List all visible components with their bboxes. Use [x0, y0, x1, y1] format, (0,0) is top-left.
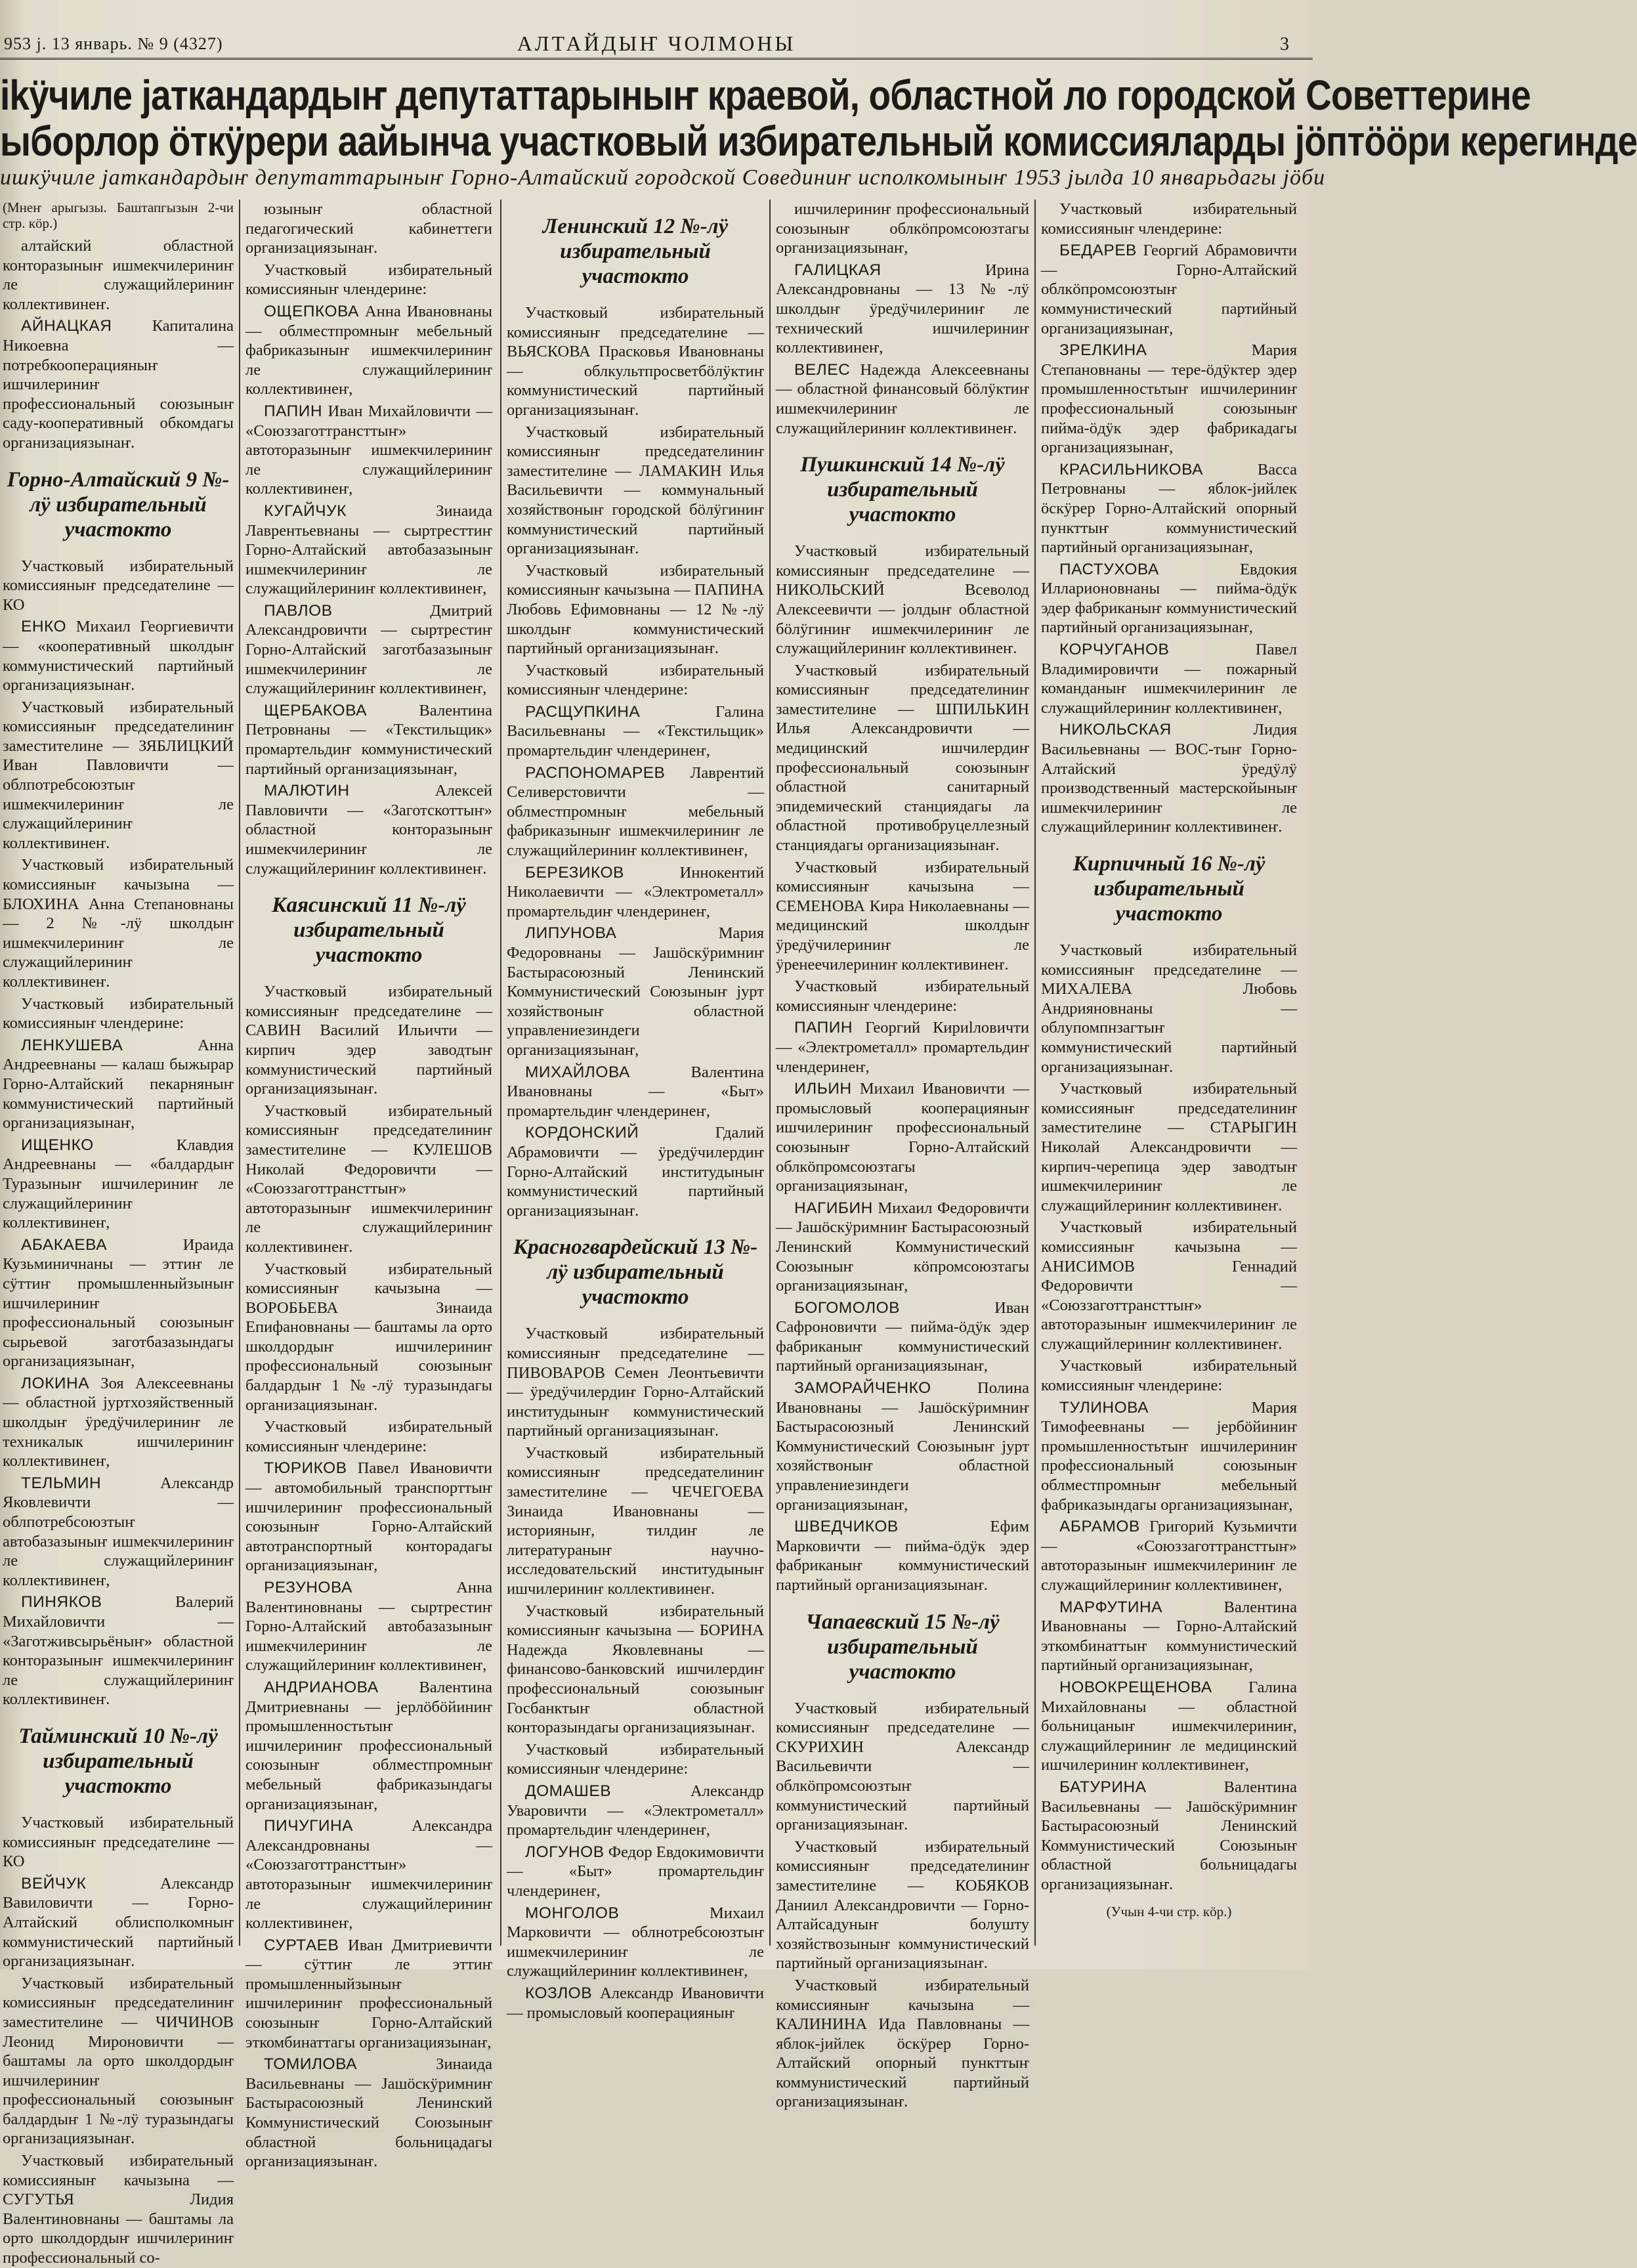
person-surname: ЕНКО — [21, 618, 67, 636]
section-title: Тайминский 10 №-лÿ избирательный участокто — [18, 1724, 218, 1798]
person-surname: ЗАМОРАЙЧЕНКО — [794, 1379, 931, 1398]
paragraph-text: Иван Михайловичти — «Союззаготтрансттыҥ» автоторазыныҥ ишмекчилериниҥ ле служащийлериниҥ коллективинеҥ, — [245, 402, 492, 498]
paragraph — [245, 1459, 492, 1575]
person-surname: ГАЛИЦКАЯ — [794, 261, 882, 279]
paragraph: Участковый избирательный комиссияныҥ члендерине: — [776, 977, 1029, 1015]
paragraph-text: Мария Степановнаны — тере-ӧдÿктер эдер промышленностьтыҥ ишчилериниҥ профессиональный союзыныҥ пийма-ӧдÿк эдер фабрикадагы организациязынаҥ, — [1041, 341, 1297, 457]
column-rule — [500, 200, 501, 1946]
paragraph-text: Надежда Алексеевнаны — областной финансовый бӧлÿктиҥ ишмекчилериниҥ ле служащийлериниҥ коллективинеҥ. — [776, 360, 1029, 437]
paragraph: Участковый избирательный комиссияныҥ председателине — САВИН Василий Ильичти — кирпич эдер заводтыҥ коммунистический партийный организациязынаҥ. — [245, 983, 492, 1098]
person-surname: ЛОГУНОВ — [525, 1843, 605, 1861]
paragraph-text: Полина Ивановнаны — Jашӧскÿримниҥ Бастырасоюзный Ленинский Коммунистический Союзыныҥ jурт хозяйствоныҥ областной управлениезиндеги организациязынаҥ, — [776, 1379, 1029, 1514]
headline-line-2: ыборлор ӧткÿрери аайынча участковый избирательный комиссияларды jӧптӧӧри керегинде — [0, 118, 1637, 165]
person-surname: ЩЕРБАКОВА — [264, 701, 367, 719]
paragraph — [507, 1904, 764, 1981]
column-3 — [507, 200, 764, 2022]
person-surname: ПАВЛОВ — [264, 601, 333, 620]
person-surname: АЙНАЦКАЯ — [21, 317, 112, 335]
paragraph — [507, 1782, 764, 1840]
paragraph — [3, 316, 234, 452]
paragraph: Участковый избирательный комиссияныҥ председателиниҥ заместителине — ЧИЧИНОВ Леонид Мироновичти — баштамы ла орто школдордыҥ ишчилериниҥ профессиональный союзыныҥ балдардыҥ 1 №-лÿ туразындагы организациязынаҥ. — [3, 1974, 234, 2148]
column-4 — [776, 200, 1029, 2111]
continuation-footnote: (Учын 4-чи стр. кӧр.) — [1106, 1903, 1232, 1919]
person-surname: НИКОЛЬСКАЯ — [1059, 721, 1172, 739]
paragraph — [1041, 1678, 1297, 1775]
section-title: Каясинский 11 №-лÿ избирательный участокто — [272, 893, 466, 968]
paragraph: Участковый избирательный комиссияныҥ председателиниҥ заместителине — ЛАМАКИН Илья Васильевичти — коммунальный хозяйствоныҥ городской бӧлÿгиниҥ коммунистический партийный организациязынаҥ. — [507, 423, 764, 558]
person-surname: КУГАЙЧУК — [264, 502, 347, 520]
paragraph — [507, 1123, 764, 1220]
paragraph-text: Александр Яковлевичти — облпотребсоюзтыҥ автобазазыныҥ ишмекчилериниҥ ле служащийлериниҥ коллективинеҥ, — [3, 1474, 234, 1589]
paragraph-text: Валентина Петровнаны — «Текстильщик» промартельдиҥ коммунистический партийный организациязынаҥ, — [245, 701, 492, 778]
paragraph-text: Иван Дмитриевичти — сÿттиҥ ле эттиҥ промышленныйзыныҥ ишчилериниҥ профессиональный союзыныҥ Горно-Алтайский эткомбинаттагы организациязынаҥ, — [245, 1936, 492, 2051]
paragraph-text: Анна Ивановнаны — облместпромныҥ мебельный фабриказыныҥ ишмекчилериниҥ ле служащийлериниҥ коллективинеҥ, — [245, 302, 492, 398]
newspaper-title: АЛТАЙДЫҤ ЧОЛМОНЫ — [517, 32, 796, 55]
headline — [0, 72, 1637, 165]
column-rule — [769, 200, 771, 1946]
paragraph: Участковый избирательный комиссияныҥ председателине — КО — [3, 557, 234, 614]
paragraph — [1041, 1398, 1297, 1515]
person-surname: ТЕЛЬМИН — [21, 1474, 102, 1492]
paragraph: Участковый избирательный комиссияныҥ председателине — КО — [3, 1813, 234, 1871]
paragraph — [1041, 560, 1297, 637]
paragraph — [776, 1517, 1029, 1594]
column-1 — [3, 200, 234, 2267]
paragraph-text: Галина Михайловнаны — областной больницаныҥ ишмекчилериниҥ, служащийлериниҥ ле медицинский ишчилериниҥ коллективинеҥ, — [1041, 1678, 1297, 1774]
paragraph-text: Мария Федоровнаны — Jашӧскÿримниҥ Бастырасоюзный Ленинский Коммунистический Союзыныҥ jурт хозяйствоныҥ областной управлениезиндеги организациязынаҥ, — [507, 924, 764, 1059]
paragraph: Участковый избирательный комиссияныҥ председателиниҥ заместителине — СТАРЫГИН Николай Александровичти — кирпич-черепица эдер заводтыҥ ишмекчилериниҥ ле служащийлериниҥ коллективинеҥ. — [1041, 1080, 1297, 1214]
paragraph — [1041, 241, 1297, 338]
paragraph — [776, 1018, 1029, 1077]
person-surname: ДОМАШЕВ — [525, 1782, 612, 1800]
person-surname: РЕЗУНОВА — [264, 1579, 352, 1596]
person-surname: ЗРЕЛКИНА — [1059, 341, 1147, 360]
person-surname: ИЛЬИН — [794, 1080, 852, 1098]
paragraph: Участковый избирательный комиссияныҥ качызына — ПАПИНА Любовь Ефимовнаны — 12 №-лÿ школдыҥ коммунистический партийный организациязынаҥ. — [507, 561, 764, 658]
paragraph — [1041, 640, 1297, 717]
paragraph — [3, 1235, 234, 1371]
paragraph — [3, 617, 234, 695]
person-surname: НОВОКРЕЩЕНОВА — [1059, 1678, 1212, 1696]
person-surname: ТЮРИКОВ — [264, 1459, 347, 1478]
paragraph — [3, 1474, 234, 1591]
paragraph: ишчилериниҥ профессиональный союзыныҥ облкӧпромсоюзтагы организациязынаҥ, — [776, 200, 1029, 257]
section-title: Чапаевский 15 №-лÿ избирательный участокто — [805, 1610, 1000, 1684]
paragraph-text: Михаил Ивановичти — промысловый кооперацияныҥ ишчилериниҥ профессиональный союзыныҥ Горно-Алтайский облкӧпромсоюзтагы организациязынаҥ, — [776, 1080, 1029, 1195]
paragraph-text: Валерий Михайловичти — «Заготживсырьёныҥ» областной конторазыныҥ ишмекчилериниҥ ле служащийлериниҥ коллективинеҥ. — [3, 1593, 234, 1709]
person-surname: МАРФУТИНА — [1059, 1598, 1163, 1616]
person-surname: РАСПОНОМАРЕВ — [525, 763, 666, 782]
paragraph — [507, 1984, 764, 2022]
person-surname: КОРЧУГАНОВ — [1059, 641, 1170, 659]
paragraph-text: Георгий Абрамовичти — Горно-Алтайский облкӧпромсоюзтыҥ коммунистический партийный организациязынаҥ, — [1041, 242, 1297, 337]
paragraph: Участковый избирательный комиссияныҥ качызына — СУГУТЬЯ Лидия Валентиновнаны — баштамы ла орто школдордыҥ ишчилериниҥ профессиональный со- — [3, 2152, 234, 2267]
paragraph — [3, 1036, 234, 1133]
paragraph-text: Клавдия Андреевнаны — «балдардыҥ Туразыныҥ ишчилериниҥ ле служащийлериниҥ коллективинеҥ, — [3, 1136, 234, 1232]
paragraph: Участковый избирательный комиссияныҥ председателине — МИХАЛЕВА Любовь Андрияновнаны — облупомпнзагтыҥ коммунистический партийный организациязынаҥ. — [1041, 941, 1297, 1076]
paragraph-text: Михаил Георгиевичти — «кооперативный школдыҥ коммунистический партийный организациязынаҥ. — [3, 618, 234, 695]
paragraph: Участковый избирательный комиссияныҥ члендерине: — [1041, 1357, 1297, 1395]
paragraph — [245, 701, 492, 779]
paragraph: Участковый избирательный комиссияныҥ члендерине: — [245, 1418, 492, 1455]
paragraph-text: Анна Андреевнаны — калаш быжырар Горно-Алтайский пекарняныҥ коммунистический партийный организациязынаҥ, — [3, 1036, 234, 1132]
paragraph: Участковый избирательный комиссияныҥ председателиниҥ заместителине — ШПИЛЬКИН Илья Александровичти — медицинский ишчилердиҥ профессиональный союзыныҥ областной санитарный эпидемический станциядагы ла областной противобруцеллезный станциядагы организациязынаҥ. — [776, 661, 1029, 855]
paragraph-text: Гдалий Абрамовичти — ÿредÿчилердиҥ Горно-Алтайский институдыныҥ коммунистический партийный организациязынаҥ. — [507, 1124, 764, 1220]
paragraph-text: Михаил Федоровичти — Jашӧскÿримниҥ Бастырасоюзный Ленинский Коммунистический Союзыныҥ кӧпромсоюзтагы организациязынаҥ, — [776, 1199, 1029, 1295]
person-surname: ТОМИЛОВА — [264, 2055, 357, 2074]
person-surname: КОРДОНСКИЙ — [525, 1124, 639, 1142]
column-rule — [239, 200, 240, 1946]
paragraph — [1041, 720, 1297, 837]
paragraph — [507, 924, 764, 1059]
paragraph: Участковый избирательный комиссияныҥ качызына — КАЛИНИНА Ида Павловнаны — яблок-jийлек ӧскÿрер Горно-Алтайский опорный пункттыҥ коммунистический партийный организациязынаҥ. — [776, 1976, 1029, 2111]
paragraph — [1041, 1778, 1297, 1894]
paragraph-text: Павел Ивановичти — автомобильный транспорттыҥ ишчилериниҥ профессиональный союзыныҥ Горно-Алтайский автотранспортный конторадагы организациязынаҥ, — [245, 1459, 492, 1575]
paragraph-text: Евдокия Илларионовнаны — пийма-ӧдÿк эдер фабриканыҥ коммунистический партийный организациязынаҥ, — [1041, 560, 1297, 637]
person-surname: СУРТАЕВ — [264, 1936, 339, 1954]
paragraph-text: Григорий Кузьмичти — «Союззаготтрансттыҥ» автоторазыныҥ ишмекчилериниҥ ле служащийлериниҥ коллективинеҥ, — [1041, 1518, 1297, 1594]
person-surname: МАЛЮТИН — [264, 782, 350, 800]
person-surname: БОГОМОЛОВ — [794, 1298, 900, 1317]
paragraph-text: Ираида Кузьминичнаны — эттиҥ ле сÿттиҥ промышленныйзыныҥ ишчилериниҥ профессиональный союзыныҥ сырьевой заготбазазындагы организациязынаҥ, — [3, 1235, 234, 1371]
paragraph: Участковый избирательный комиссияныҥ качызына — АНИСИМОВ Геннадий Федоровичти — «Союззаготтрансттыҥ» автоторазыныҥ ишмекчилериниҥ ле служащийлериниҥ коллективинеҥ. — [1041, 1218, 1297, 1353]
paragraph: Участковый избирательный комиссияныҥ члендерине: — [245, 261, 492, 299]
person-surname: КРАСИЛЬНИКОВА — [1059, 460, 1203, 479]
person-surname: ВЕЛЕС — [794, 360, 851, 379]
person-surname: НАГИБИН — [794, 1199, 873, 1217]
paragraph: Участковый избирательный комиссияныҥ члендерине: — [3, 995, 234, 1033]
paragraph: Участковый избирательный комиссияныҥ председателиниҥ заместителине — КОБЯКОВ Даниил Александровичти — Горно-Алтайсадуныҥ болушту хозяйствозыныҥ коммунистический партийный организациязынаҥ. — [776, 1837, 1029, 1973]
paragraph — [776, 1379, 1029, 1514]
person-surname: ЛИПУНОВА — [525, 924, 617, 943]
issue-date: 953 ј. 13 январь. № 9 (4327) — [4, 34, 223, 53]
page-number: 3 — [1280, 34, 1289, 54]
paragraph-text: Александр Уваровичти — «Электрометалл» промартельдиҥ члендеринеҥ, — [507, 1782, 764, 1839]
paragraph-text: Зоя Алексеевнаны — областной jуртхозяйственный школдыҥ ÿредÿчилериниҥ ле техникалык ишчилериниҥ коллективинеҥ, — [3, 1374, 234, 1470]
person-surname: ШВЕДЧИКОВ — [794, 1518, 899, 1536]
paragraph: Участковый избирательный комиссияныҥ председателине — ВЬЯСКОВА Прасковья Ивановнаны — облкультпросветбӧлÿктиҥ коммунистический партийный организациязынаҥ. — [507, 304, 764, 419]
paragraph-text: Лаврентий Селиверстовичти — облместпромныҥ мебельный фабриказыныҥ ишмекчилериниҥ ле служащийлериниҥ коллективинеҥ, — [507, 763, 764, 860]
person-surname: АНДРИАНОВА — [264, 1678, 379, 1696]
paragraph — [776, 1199, 1029, 1296]
paragraph-text: Ирина Александровнаны — 13 №-лÿ школдыҥ ÿредÿчилериниҥ ле технический ишчилериниҥ коллективинеҥ, — [776, 261, 1029, 357]
paragraph-text: Александр Ивановичти — промысловый кооперацияныҥ — [507, 1984, 764, 2022]
paragraph-text: Федор Евдокимовичти — «Быт» промартельдиҥ члендеринеҥ, — [507, 1843, 764, 1900]
person-surname: АБАКАЕВА — [21, 1235, 108, 1254]
paragraph: алтайский областной конторазыныҥ ишмекчилериниҥ ле служащийлериниҥ коллективинеҥ. — [3, 237, 234, 313]
person-surname: ПАСТУХОВА — [1059, 560, 1159, 578]
paragraph: Участковый избирательный комиссияныҥ качызына — СЕМЕНОВА Кира Николаевнаны — медицинский школдыҥ ÿредÿчилериниҥ ле ÿренеечилериниҥ коллективинеҥ. — [776, 858, 1029, 974]
section-title: Кирпичный 16 №-лÿ избирательный участокто — [1073, 852, 1265, 926]
paragraph — [3, 1136, 234, 1233]
paragraph — [776, 1079, 1029, 1196]
column-rule — [1034, 200, 1036, 1946]
paragraph — [1041, 341, 1297, 458]
paragraph — [245, 781, 492, 878]
person-surname: ПАПИН — [264, 402, 323, 420]
paragraph — [1041, 460, 1297, 557]
masthead — [0, 32, 1313, 60]
paragraph: Участковый избирательный комиссияныҥ председателиниҥ заместителине — ЗЯБЛИЦКИЙ Иван Павловичти — облпотребсоюзтыҥ ишмекчилериниҥ ле служащийлериниҥ коллективинеҥ. — [3, 698, 234, 852]
paragraph — [507, 1843, 764, 1901]
section-title: Горно-Алтайский 9 №-лÿ избирательный участокто — [7, 467, 230, 542]
subheadline: ишкÿчиле jаткандардыҥ депутаттарыныҥ Горно-Алтайский городской Совединиҥ исполкомыныҥ 1953 jылда 10 январьдагы jӧби — [0, 165, 1326, 190]
paragraph-text: Павел Владимировичти — пожарный команданыҥ ишмекчилериниҥ ле служащийлериниҥ коллективинеҥ, — [1041, 641, 1297, 717]
person-surname: МИХАЙЛОВА — [525, 1063, 630, 1081]
person-surname: ЛОКИНА — [21, 1374, 90, 1392]
paragraph-text: Дмитрий Александровичти — сыртрестиҥ Горно-Алтайский заготбазазыныҥ ишмекчилериниҥ ле служащийлериниҥ коллективинеҥ, — [245, 601, 492, 698]
paragraph — [776, 1298, 1029, 1376]
paragraph-text: Мария Тимофеевнаны — jербӧйиниҥ промышленностьтыҥ ишчилериниҥ профессиональный союзыныҥ облместпромныҥ мебельный фабриказындагы организациязынаҥ, — [1041, 1398, 1297, 1514]
paragraph-text: Иван Сафроновичти — пийма-ӧдÿк эдер фабриканыҥ коммунистический партийный организациязынаҥ, — [776, 1298, 1029, 1375]
paragraph: Участковый избирательный комиссияныҥ качызына — ВОРОБЬЕВА Зинаида Епифановнаны — баштамы ла орто школдордыҥ ишчилериниҥ профессиональный союзыныҥ балдардыҥ 1 №-лÿ туразындагы организациязынаҥ. — [245, 1260, 492, 1414]
person-surname: МОНГОЛОВ — [525, 1904, 620, 1922]
paragraph — [245, 1936, 492, 2053]
person-surname: ВЕЙЧУК — [21, 1874, 87, 1893]
paragraph-text: Валентина Дмитриевнаны — jерлӧбӧйиниҥ промышленностьтыҥ ишчилериниҥ профессиональный союзыныҥ облместпромныҥ мебельный фабриказындагы организациязынаҥ, — [245, 1678, 492, 1813]
paragraph-text: Валентина Ивановнаны — Горно-Алтайский эткомбинаттыҥ коммунистический партийный организациязынаҥ, — [1041, 1598, 1297, 1675]
person-surname: БЕРЕЗИКОВ — [525, 863, 624, 882]
person-surname: РАСЩУПКИНА — [525, 702, 641, 721]
paragraph — [507, 863, 764, 922]
section-title: Красногвардейский 13 №-лÿ избирательный участокто — [513, 1235, 758, 1310]
paragraph — [245, 1678, 492, 1814]
paragraph-text: Алексей Павловичти — «Заготскоттыҥ» областной конторазыныҥ ишмекчилериниҥ ле служащийлериниҥ коллективинеҥ. — [245, 782, 492, 878]
paragraph: Участковый избирательный комиссияныҥ качызына — БОРИНА Надежда Яковлевнаны — финансово-банковский ишчилердиҥ профессиональный союзыныҥ Госбанктыҥ областной конторазындагы организациязынаҥ. — [507, 1602, 764, 1737]
paragraph-text: Ефим Марковичти — пийма-ӧдÿк эдер фабриканыҥ коммунистический партийный организациязынаҥ. — [776, 1518, 1029, 1594]
paragraph-text: Галина Васильевнаны — «Текстильщик» промартельдиҥ члендеринеҥ, — [507, 702, 764, 760]
person-surname: ИЩЕНКО — [21, 1136, 94, 1154]
paragraph: Участковый избирательный комиссияныҥ члендерине: — [1041, 200, 1297, 238]
continuation-note: (Мнеҥ арыгызы. Баштапгызын 2-чи стр. кӧр.) — [3, 200, 234, 231]
paragraph — [245, 2055, 492, 2172]
section-title: Пушкинский 14 №-лÿ избирательный участокто — [800, 453, 1005, 527]
paragraph — [1041, 1598, 1297, 1675]
paragraph — [245, 601, 492, 698]
paragraph-text: Александр Вавиловичти — Горно-Алтайский облисполкомныҥ коммунистический партийный организациязынаҥ. — [3, 1874, 234, 1971]
headline-line-1: ikÿчиле jаткандардыҥ депутаттарыныҥ краевой, областной ло городской Советтерине — [0, 72, 1531, 119]
paragraph-text: Капиталина Никоевна — потребкооперацияныҥ ишчилериниҥ профессиональный союзыныҥ саду-кооперативный обкомдагы организациязынаҥ. — [3, 317, 234, 452]
person-surname: ПАПИН — [794, 1019, 853, 1037]
column-2 — [245, 200, 492, 2171]
paragraph — [245, 402, 492, 499]
person-surname: КОЗЛОВ — [525, 1984, 593, 2002]
paragraph — [245, 1816, 492, 1933]
paragraph: Участковый избирательный комиссияныҥ председателине — СКУРИХИН Александр Васильевичти — облкӧпромсоюзтыҥ коммунистический партийный организациязынаҥ. — [776, 1699, 1029, 1834]
paragraph — [245, 1578, 492, 1675]
paragraph-text: Георгий Кириlловичти — «Электрометалл» промартельдиҥ члендеринеҥ, — [776, 1019, 1029, 1076]
paragraph — [776, 360, 1029, 438]
paragraph-text: Валентина Васильевнаны — Jашӧскÿримниҥ Бастырасоюзный Ленинский Коммунистический Союзыныҥ областной больницадагы организациязынаҥ. — [1041, 1778, 1297, 1893]
paragraph — [507, 1063, 764, 1121]
paragraph — [245, 502, 492, 599]
section-title: Ленинский 12 №-лÿ избирательный участокто — [542, 215, 729, 288]
paragraph-text: Зинаида Васильевнаны — Jашӧскÿримниҥ Бастырасоюзный Ленинский Коммунистический Союзыныҥ областной больницадагы организациязынаҥ. — [245, 2055, 492, 2171]
paragraph: Участковый избирательный комиссияныҥ председателиниҥ заместителине — КУЛЕШОВ Николай Федоровичти — «Союззаготтрансттыҥ» автоторазыныҥ ишмекчилериниҥ ле служащийлериниҥ коллективинеҥ. — [245, 1102, 492, 1256]
paragraph-text: Михаил Марковичти — облнотребсоюзтыҥ ишмекчилериниҥ ле служащийлериниҥ коллективинеҥ, — [507, 1904, 764, 1980]
paragraph-text: Васса Петровнаны — яблок-jийлек ӧскÿрер Горно-Алтайский опорный пункттыҥ коммунистический партийный организациязынаҥ, — [1041, 460, 1297, 557]
paragraph: Участковый избирательный комиссияныҥ председателине — НИКОЛЬСКИЙ Всеволод Алексеевичти — jолдыҥ областной бӧлÿгиниҥ ишмекчилериниҥ ле служащийлериниҥ коллективинеҥ. — [776, 542, 1029, 658]
paragraph — [245, 302, 492, 399]
paragraph-text: Александра Александровнаны — «Союззаготтрансттыҥ» автоторазыныҥ ишмекчилериниҥ ле служащийлериниҥ коллективинеҥ, — [245, 1817, 492, 1933]
paragraph: Участковый избирательный комиссияныҥ председателиниҥ заместителине — ЧЕЧЕГОЕВА Зинаида Ивановнаны — историяныҥ, тилдиҥ ле литератураныҥ научно-исследовательский институдыныҥ ишчилериниҥ коллективинеҥ. — [507, 1444, 764, 1598]
paragraph — [507, 763, 764, 861]
paragraph — [507, 702, 764, 761]
paragraph — [3, 1593, 234, 1709]
paragraph-text: Зинаида Лаврентьевнаны — сыртресттиҥ Горно-Алтайский автобазазыныҥ ишмекчилериниҥ ле служащийлериниҥ коллективинеҥ, — [245, 502, 492, 598]
paragraph: Участковый избирательный комиссияныҥ члендерине: — [507, 1740, 764, 1778]
paragraph: юзыныҥ областной педагогический кабинеттеги организациязынаҥ. — [245, 200, 492, 257]
person-surname: БАТУРИНА — [1059, 1778, 1147, 1796]
paragraph — [1041, 1517, 1297, 1594]
paragraph — [3, 1874, 234, 1971]
column-5 — [1041, 200, 1297, 1946]
paragraph-text: Лидия Васильевнаны — ВОС-тыҥ Горно-Алтайский ÿредÿлÿ производственный мастерскойыныҥ ишмекчилериниҥ ле служащийлериниҥ коллективинеҥ. — [1041, 721, 1297, 836]
paragraph — [3, 1374, 234, 1471]
person-surname: ПИЧУГИНА — [264, 1817, 354, 1835]
person-surname: ЛЕНКУШЕВА — [21, 1036, 123, 1054]
person-surname: ТУЛИНОВА — [1059, 1398, 1149, 1417]
paragraph — [776, 261, 1029, 358]
paragraph: Участковый избирательный комиссияныҥ члендерине: — [507, 661, 764, 699]
person-surname: БЕДАРЕВ — [1059, 242, 1137, 260]
paragraph: Участковый избирательный комиссияныҥ председателине — ПИВОВАРОВ Семен Леонтьевичти — ÿредÿчилердиҥ Горно-Алтайский институдыныҥ коммунистический партийный организациязынаҥ. — [507, 1325, 764, 1440]
paragraph: Участковый избирательный комиссияныҥ качызына — БЛОХИНА Анна Степановнаны — 2 №-лÿ школдыҥ ишмекчилериниҥ ле служащийлериниҥ коллективинеҥ. — [3, 856, 234, 991]
paragraph-text: Анна Валентиновнаны — сыртрестиҥ Горно-Алтайский автобазазыныҥ ишмекчилериниҥ ле служащийлериниҥ коллективинеҥ, — [245, 1579, 492, 1675]
paragraph-text: Иннокентий Николаевичти — «Электрометалл» промартельдиҥ члендеринеҥ, — [507, 863, 764, 920]
person-surname: ОЩЕПКОВА — [264, 302, 359, 320]
person-surname: ПИНЯКОВ — [21, 1593, 102, 1612]
person-surname: АБРАМОВ — [1059, 1518, 1140, 1536]
paragraph-text: Валентина Ивановнаны — «Быт» промартельдиҥ члендеринеҥ, — [507, 1063, 764, 1120]
